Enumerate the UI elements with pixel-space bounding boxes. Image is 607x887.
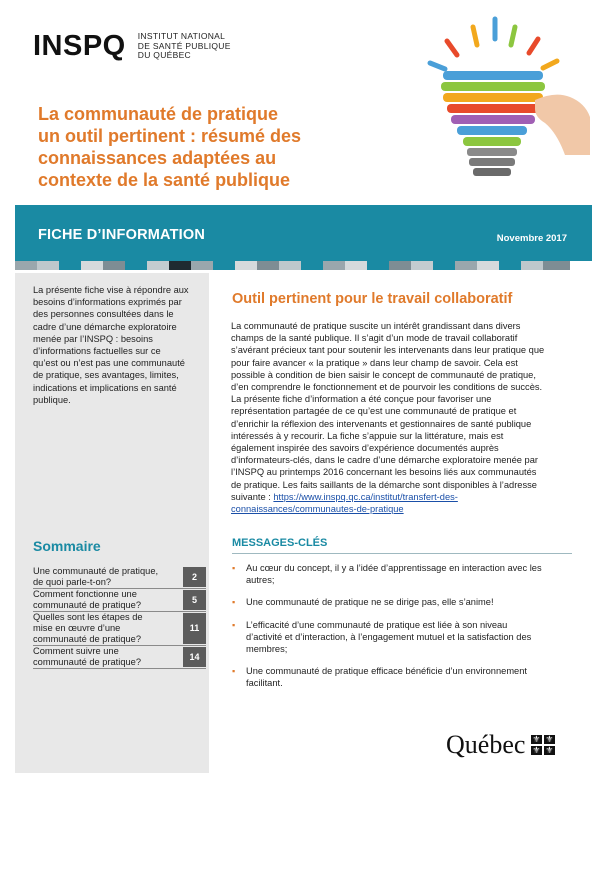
banner-title: FICHE D’INFORMATION	[38, 227, 206, 243]
message-line: ▪ Au cœur du concept, il y a l’idée d’apprentissage en interaction avec les	[246, 563, 542, 573]
intro-line: menée par l’INSPQ : besoins	[33, 333, 153, 344]
toc-line: Quelles sont les étapes de	[33, 612, 143, 622]
logo-subtitle	[138, 32, 231, 61]
intro-line: d’informations factuelles sur ce	[33, 346, 161, 357]
key-message	[232, 665, 582, 689]
body-line: également inspirée des savoirs d’expérience documentés auprès	[231, 443, 499, 454]
toc-line: mise en œuvre d’une	[33, 623, 121, 633]
quebec-wordmark: Québec	[446, 730, 526, 759]
intro-line: publique.	[33, 394, 71, 405]
message-line: membres;	[246, 644, 288, 655]
body-line: intéressés à y recourir. La fiche s’appuie sur la littérature, mais est	[231, 430, 504, 441]
body-line: de pratique. Les faits saillants de la démarche sont disponibles à l’adresse	[231, 479, 537, 490]
quebec-logo	[446, 730, 555, 760]
intro-line: des personnes consultées dans le	[33, 309, 174, 320]
sidebar	[15, 273, 209, 773]
toc-item[interactable]	[33, 589, 206, 612]
link-prefix: suivante :	[231, 491, 274, 502]
color-stripe	[15, 261, 592, 270]
toc-line: Comment fonctionne une	[33, 589, 137, 599]
message-line: facilitant.	[246, 678, 283, 689]
publication-date: Novembre 2017	[496, 233, 567, 244]
toc-item[interactable]	[33, 646, 206, 669]
toc-item-label	[33, 646, 178, 668]
message-line: ▪ Une communauté de pratique efficace bénéficie d’un environnement	[246, 666, 527, 677]
intro-line: indications et implications en santé	[33, 382, 177, 393]
body-line: La communauté de pratique suscite un intérêt grandissant dans divers	[231, 321, 521, 331]
toc-page-number: 5	[183, 590, 206, 610]
body-line: possible à condition de bien saisir le concept de communauté de pratique,	[231, 369, 536, 380]
table-of-contents	[33, 566, 206, 669]
sommaire-heading: Sommaire	[33, 538, 101, 554]
toc-page-number: 2	[183, 567, 206, 587]
toc-item-label	[33, 589, 178, 611]
title-line: connaissances adaptées au	[38, 148, 277, 168]
title-line: contexte de la santé publique	[38, 170, 291, 190]
key-message	[232, 596, 582, 608]
message-line: ▪ Une communauté de pratique ne se dirige pas, elle s’anime!	[246, 597, 494, 608]
logo-sub-line: DU QUÉBEC	[137, 50, 191, 60]
intro-line: de pratique, ses avantages, limites,	[33, 370, 179, 381]
title-line: La communauté de pratique	[38, 104, 279, 124]
toc-item-label	[33, 612, 178, 645]
intro-line: besoins d’informations exprimés par	[33, 297, 182, 308]
message-line: d’activité et d’interaction, à l’engagement mutuel et la satisfaction des	[246, 631, 532, 642]
fleur-de-lis-flag-icon	[531, 735, 555, 755]
inspq-logo	[33, 31, 231, 61]
key-messages-list	[232, 562, 582, 700]
logo-sub-line: DE SANTÉ PUBLIQUE	[137, 40, 231, 51]
body-line	[231, 503, 581, 515]
body-line	[231, 491, 581, 503]
body-line: d’en comprendre le fonctionnement et de pourvoir les conditions de succès.	[231, 382, 543, 393]
toc-item[interactable]	[33, 566, 206, 589]
body-line: l’INSPQ au printemps 2016 concernant les besoins liés aux communautés	[231, 467, 537, 478]
title-line: un outil pertinent : résumé des	[38, 126, 302, 146]
document-title	[38, 103, 338, 191]
sidebar-intro	[33, 284, 204, 406]
intro-line: cadre d’une démarche exploratoire	[33, 321, 177, 332]
toc-line: communauté de pratique?	[33, 600, 142, 610]
transfer-link[interactable]: https://www.inspq.qc.ca/institut/transfert-des-	[273, 491, 458, 502]
key-message	[232, 619, 582, 656]
toc-page-number: 11	[183, 613, 206, 644]
transfer-link-continued[interactable]: connaissances/communautes-de-pratique	[231, 504, 404, 515]
toc-item[interactable]	[33, 612, 206, 646]
toc-item-label	[33, 566, 178, 588]
toc-line: de quoi parle-t-on?	[33, 577, 112, 587]
key-messages-heading: MESSAGES-CLÉS	[232, 537, 572, 554]
logo-mark: INSPQ	[33, 30, 126, 62]
body-line: La présente fiche d’information a été conçue pour favoriser une	[231, 394, 492, 405]
body-line: s’avérant précieux tant pour soutenir les intervenants dans leur pratique que	[231, 345, 545, 356]
message-line: autres;	[246, 575, 275, 586]
toc-line: Une communauté de pratique,	[33, 566, 159, 576]
intro-line: qu’est ou n’est pas une communauté	[33, 358, 185, 369]
toc-line: communauté de pratique?	[33, 634, 142, 644]
lightbulb-illustration	[385, 5, 595, 195]
body-line: d’enrichir la réflexion des intervenants et gestionnaires de santé publique	[231, 418, 532, 429]
key-message	[232, 562, 582, 586]
toc-page-number: 14	[183, 647, 206, 667]
info-banner	[15, 205, 592, 261]
intro-line: La présente fiche vise à répondre aux	[33, 285, 189, 295]
body-line: pour faire avancer « la pratique » dans leur champ de savoir. Cela est	[231, 357, 518, 368]
body-line: d’informateurs-clés, dans le cadre d’une démarche exploratoire menée par	[231, 455, 538, 466]
toc-line: communauté de pratique?	[33, 657, 142, 667]
body-line: représentation partagée de ce qu’est une communauté de pratique et	[231, 406, 517, 417]
body-line: champs de la santé publique. Il s’agit d’un mode de travail collaboratif	[231, 333, 518, 344]
logo-sub-line: INSTITUT NATIONAL	[137, 31, 226, 41]
toc-line: Comment suivre une	[33, 646, 119, 656]
body-paragraph	[231, 320, 581, 515]
message-line: ▪ L’efficacité d’une communauté de pratique est liée à son niveau	[246, 619, 508, 630]
section-title: Outil pertinent pour le travail collaboratif	[232, 291, 513, 307]
